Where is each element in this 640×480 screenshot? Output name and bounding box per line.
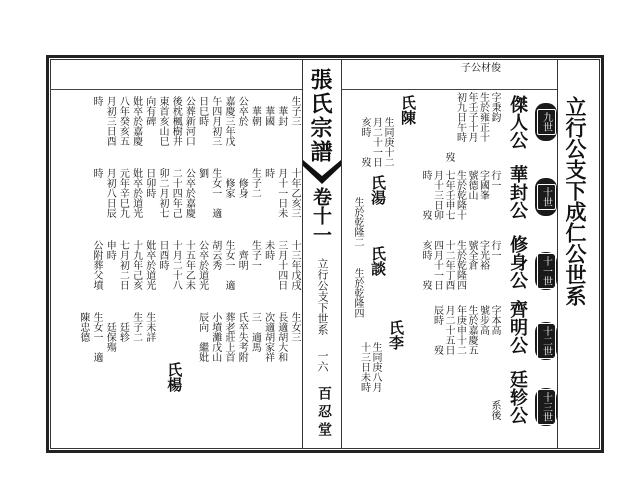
- header-note: 子公材俊: [461, 63, 501, 74]
- left-entry-l2-line: 公卒於嘉慶: [183, 168, 195, 218]
- left-entry-l1-line: 午四月初三: [209, 96, 221, 146]
- page-number: 一六: [316, 350, 329, 372]
- left-entry-l2-line: 劉: [196, 168, 208, 178]
- hall-name: 百忍堂: [316, 386, 332, 440]
- right-entry-r4-line: 字本高: [489, 305, 500, 335]
- left-entry-l4-line: 三 適馬: [249, 312, 261, 352]
- right-entry-r1-line: 字秉鈞: [489, 92, 500, 122]
- left-entry-l2-line: 十年乙亥三: [289, 168, 300, 218]
- left-entry-l2-line: 月初八日辰: [104, 168, 116, 218]
- title-column-rule: [557, 59, 558, 449]
- left-entry-l3-line: 十三年戊戌: [289, 240, 300, 290]
- wife-line-w4: 生同庚八月: [370, 342, 381, 392]
- right-entry-r4-line: 生於嘉慶五: [466, 305, 477, 355]
- left-entry-l1-line: 華朝: [249, 96, 261, 126]
- right-entry-r4-line: 月二十五日: [443, 305, 454, 355]
- left-entry-l2-line: 修身: [236, 168, 248, 198]
- left-entry-l4-line: 生女三: [289, 312, 300, 342]
- right-entry-r4-line: 號步高: [477, 305, 489, 335]
- left-entry-l1-line: 嘉慶三年戊: [223, 96, 234, 146]
- left-entry-l1-line: 向有碑: [143, 96, 155, 126]
- generation-badge-12: 十二世: [535, 322, 557, 360]
- right-entry-r5-line: 系後: [489, 400, 500, 420]
- left-entry-l2-line: 卯二月初七: [157, 168, 168, 218]
- left-entry-l3-line: 十九年己亥: [130, 240, 142, 290]
- left-header-rule: [50, 89, 302, 90]
- lineage-name-1: 傑人公: [507, 95, 528, 149]
- right-entry-r1-line: 歿: [443, 92, 454, 162]
- right-entry-r3-line: 生於乾隆四: [454, 240, 466, 290]
- left-entry-l3-line: 齊明: [236, 240, 248, 270]
- left-entry-l2-line: 二十四年己: [170, 168, 182, 218]
- left-entry-l3-line: 生女一 適: [223, 240, 234, 290]
- right-entry-r3-line: 十二年丁酉: [443, 240, 454, 290]
- left-entry-l4-line: 辰向 繼妣: [196, 312, 208, 362]
- right-entry-r3-line: 行一: [489, 240, 500, 260]
- left-entry-l3-line: 七月初二日: [117, 240, 129, 290]
- left-entry-l2-line: 日卯時: [143, 168, 155, 198]
- left-entry-l2-line: 修家: [223, 168, 234, 198]
- left-entry-l1-line: 華封: [275, 96, 287, 126]
- left-entry-l2-line: 生子二: [249, 168, 261, 198]
- left-entry-l4-line: 葬老莊上首: [223, 312, 234, 362]
- left-entry-l2-line: 元年辛巳九: [117, 168, 129, 218]
- lineage-name-4: 齊明公: [507, 300, 528, 354]
- left-entry-l1-line: 華國: [262, 96, 274, 126]
- right-entry-r2-line: 字國峯: [477, 170, 489, 200]
- left-entry-l5-line: 廷保殤: [104, 312, 116, 352]
- left-entry-l3-line: 日酉時: [157, 240, 168, 270]
- right-entry-r4-line: 年庚申十二: [454, 305, 466, 355]
- left-entry-l1-line: 東首亥山巳: [157, 96, 168, 146]
- left-entry-l1-line: 八年癸亥五: [117, 96, 129, 146]
- book-title: 張氏宗譜: [307, 68, 333, 164]
- right-entry-r4-line: 辰時 歿: [431, 305, 443, 355]
- right-entry-r2-line: 月十三日卯: [431, 170, 443, 220]
- wife-name-w1: 氏陳: [399, 95, 417, 125]
- left-entry-l5-line: 生未詳: [143, 312, 155, 342]
- left-entry-l4-line: 氏卒失考附: [236, 312, 248, 362]
- right-entry-r3-line: 亥時 歿: [420, 240, 431, 290]
- left-entry-l3-line: 三月十四日: [275, 240, 287, 290]
- left-entry-l2-line: 時: [91, 168, 102, 178]
- left-entry-l5-line: 陳忠德: [77, 312, 89, 342]
- left-entry-l1-line: 月初三日酉: [104, 96, 116, 146]
- left-entry-l3-line: 申時: [104, 240, 116, 260]
- left-entry-l3-line: 未時: [262, 240, 274, 260]
- right-entry-r2-line: 號德山: [466, 170, 477, 200]
- left-entry-l1-line: 公葬新河口: [183, 96, 195, 146]
- left-entry-l5-line: 廷轸: [117, 312, 129, 342]
- lineage-name-2: 華封公: [507, 165, 528, 219]
- left-entry-l4-line: 長適胡大和: [275, 312, 287, 362]
- wife-line-w1: 生同庚十二: [382, 117, 393, 167]
- left-entry-l3-line: 十五年乙未: [183, 240, 195, 290]
- fish-tail-mark: [303, 160, 341, 190]
- right-entry-r1-line: 生於雍正十: [477, 92, 489, 142]
- left-entry-l1-line: 妣卒於嘉慶: [130, 96, 142, 146]
- right-entry-r1-line: 年壬子十月: [466, 92, 477, 142]
- right-entry-r2-line: 七年壬申七: [443, 170, 454, 220]
- left-entry-l1-line: 後枕楓樹井: [170, 96, 182, 146]
- left-entry-l3-line: 生子一: [249, 240, 261, 270]
- left-entry-l3-line: 公卒於道光: [196, 240, 208, 290]
- left-entry-l1-line: 公卒於: [236, 96, 248, 126]
- volume-label: 卷十一: [310, 187, 332, 244]
- left-entry-l3-line: 妣卒於道光: [143, 240, 155, 290]
- wife-line-w1: 亥時 歿: [359, 117, 370, 167]
- left-entry-l2-line: 時: [262, 168, 274, 178]
- section-label: 立行公支下世系: [316, 258, 329, 335]
- left-entry-l5-line: 生女一 適: [91, 312, 102, 362]
- wife-line-w1: 月二十一日: [370, 117, 382, 167]
- left-entry-l3-line: 胡云秀: [209, 240, 221, 270]
- lineage-name-3: 修身公: [507, 235, 528, 289]
- left-entry-l4-line: 次適胡家祥: [262, 312, 274, 362]
- left-entry-l1-line: 時: [91, 96, 102, 106]
- center-column-left-rule: [302, 59, 303, 449]
- wife-line-w3: 生於乾隆四: [352, 268, 363, 318]
- right-entry-r2-line: 時 歿: [420, 170, 431, 220]
- generation-badge-11: 十一世: [535, 252, 557, 290]
- right-entry-r3-line: 四月十一日: [431, 240, 443, 290]
- left-entry-l2-line: 妣卒於道光: [130, 168, 142, 218]
- left-entry-l1-line: 生子三: [289, 96, 300, 126]
- wife-line-w4: 十三日未時: [358, 342, 370, 392]
- left-entry-l2-line: 月十一日未: [275, 168, 287, 218]
- wife-name-w3: 氏談: [369, 246, 387, 276]
- wife-name-w2: 氏湯: [369, 175, 387, 205]
- right-entry-r3-line: 字光裕: [477, 240, 489, 270]
- center-column-right-rule: [341, 59, 342, 449]
- right-entry-r3-line: 號全倉: [466, 240, 477, 270]
- generation-badge-9: 九世: [535, 103, 557, 141]
- left-entry-l1-line: 日巳時: [196, 96, 208, 126]
- right-entry-r2-line: 行一: [489, 170, 500, 190]
- wife-line-w2: 生於乾隆二: [352, 197, 363, 247]
- right-entry-r1-line: 初九日午時: [454, 92, 466, 142]
- left-entry-l4-line: 小墳灘戊山: [209, 312, 221, 362]
- left-entry-l3-line: 十月二十八: [170, 240, 182, 290]
- left-entry-l2-line: 生女一 適: [209, 168, 221, 218]
- left-wife-name-l5: 氏楊: [165, 362, 184, 392]
- page-title: 立行公支下成仁公世系: [563, 96, 588, 306]
- right-entry-r2-line: 生於乾隆十: [454, 170, 466, 220]
- left-entry-l5-line: 生子二: [130, 312, 142, 342]
- right-header-rule: [341, 89, 557, 90]
- lineage-name-5: 廷轸公: [507, 370, 528, 424]
- generation-badge-10: 十世: [535, 178, 557, 216]
- wife-name-w4: 氏李: [387, 320, 405, 350]
- generation-badge-13: 十三世: [535, 388, 557, 426]
- left-entry-l3-line: 公附葬父墳: [91, 240, 102, 290]
